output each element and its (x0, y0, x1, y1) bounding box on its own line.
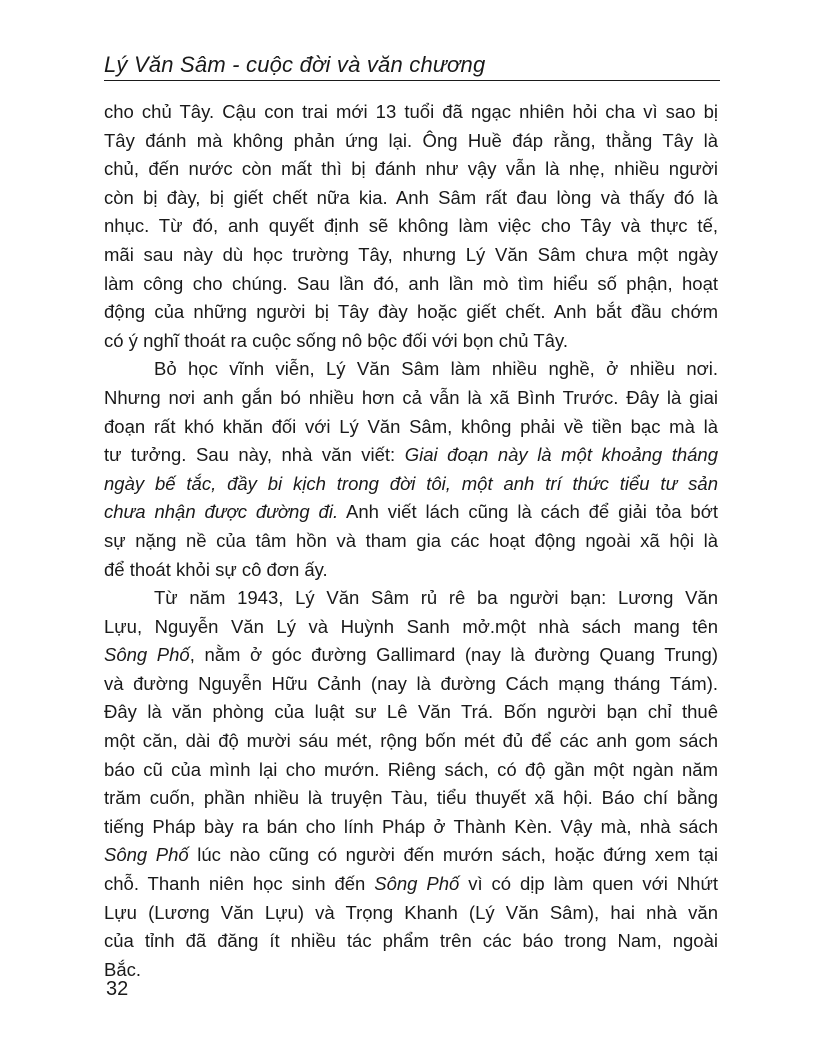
text-segment: để thoát khỏi sự cô đơn ấy. (104, 558, 328, 580)
text-line (104, 355, 718, 384)
text-line (104, 413, 718, 442)
text-segment: Đây là văn phòng của luật sư Lê Văn Trá. Bốn người bạn chỉ thuê (104, 701, 718, 723)
text-line (104, 727, 718, 756)
text-segment: Nhưng nơi anh gắn bó nhiều hơn cả vẫn là xã Bình Trước. Đây là giai (104, 386, 718, 408)
page-number: 32 (106, 978, 129, 1000)
text-line (104, 784, 718, 813)
text-segment: Lựu, Nguyễn Văn Lý và Huỳnh Sanh mở.một nhà sách mang tên (104, 615, 718, 637)
text-line (104, 127, 718, 156)
text-line (104, 327, 718, 356)
text-line (104, 384, 718, 413)
text-segment: tiếng Pháp bày ra bán cho lính Pháp ở Thành Kèn. Vậy mà, nhà sách (104, 815, 718, 837)
text-segment: nhục. Từ đó, anh quyết định sẽ không làm việc cho Tây và thực tế, (104, 215, 718, 237)
text-segment: chủ, đến nước còn mất thì bị đánh như vậy vẫn là nhẹ, nhiều người (104, 158, 718, 180)
text-segment: sự nặng nề của tâm hồn và tham gia các hoạt động ngoài xã hội là (104, 529, 718, 551)
text-segment: động của những người bị Tây đày hoặc giết chết. Anh bắt đầu chớm (104, 301, 718, 323)
text-line (104, 241, 718, 270)
italic-segment: Sông Phố (104, 844, 189, 866)
text-line (104, 613, 718, 642)
italic-segment: Sông Phố (104, 644, 190, 666)
text-line (104, 98, 718, 127)
text-line (104, 270, 718, 299)
text-segment: Từ năm 1943, Lý Văn Sâm rủ rê ba người bạn: Lương Văn (154, 587, 718, 609)
text-line (104, 498, 718, 527)
text-line (104, 556, 718, 585)
text-line (104, 698, 718, 727)
text-line (104, 756, 718, 785)
text-segment: báo cũ của mình lại cho mướn. Riêng sách, có độ gần một ngàn năm (104, 758, 718, 780)
running-header: Lý Văn Sâm - cuộc đời và văn chương (104, 52, 486, 77)
header-rule (104, 80, 720, 81)
text-segment: có ý nghĩ thoát ra cuộc sống nô bộc đối với bọn chủ Tây. (104, 329, 568, 351)
text-line (104, 441, 718, 470)
text-segment: lúc nào cũng có người đến mướn sách, hoặc đứng xem tại (188, 844, 718, 866)
text-segment: của tỉnh đã đăng ít nhiều tác phẩm trên các báo trong Nam, ngoài (104, 930, 718, 952)
text-line (104, 841, 718, 870)
text-segment: vì có dịp làm quen với Nhứt (459, 873, 718, 895)
text-segment: mãi sau này dù học trường Tây, nhưng Lý Văn Sâm chưa một ngày (104, 243, 718, 265)
text-segment: và đường Nguyễn Hữu Cảnh (nay là đường Cách mạng tháng Tám). (104, 672, 718, 694)
text-segment: đoạn rất khó khăn đối với Lý Văn Sâm, không phải về tiền bạc mà là (104, 415, 718, 437)
text-segment: Tây đánh mà không phản ứng lại. Ông Huề đáp rằng, thằng Tây là (104, 129, 718, 151)
text-segment: Anh viết lách cũng là cách để giải tỏa bớt (338, 501, 718, 523)
text-segment: trăm cuốn, phần nhiều là truyện Tàu, tiểu thuyết xã hội. Báo chí bằng (104, 787, 718, 809)
italic-segment: ngày bế tắc, đầy bi kịch trong đời tôi, một anh trí thức tiểu tư sản (104, 472, 718, 494)
text-line (104, 870, 718, 899)
body-text (104, 98, 718, 984)
text-line (104, 298, 718, 327)
text-segment: , nằm ở góc đường Gallimard (nay là đường Quang Trung) (189, 644, 719, 666)
text-line (104, 212, 718, 241)
text-segment: tư tưởng. Sau này, nhà văn viết: (104, 444, 405, 466)
text-segment: chỗ. Thanh niên học sinh đến (104, 873, 375, 895)
text-line (104, 670, 718, 699)
text-line (104, 184, 718, 213)
text-line (104, 956, 718, 985)
text-segment: làm công cho chúng. Sau lần đó, anh lần mò tìm hiểu số phận, hoạt (104, 272, 718, 294)
text-line (104, 813, 718, 842)
italic-segment: chưa nhận được đường đi. (104, 501, 339, 523)
text-segment: Lựu (Lương Văn Lựu) và Trọng Khanh (Lý Văn Sâm), hai nhà văn (104, 901, 718, 923)
text-line (104, 470, 718, 499)
text-segment: Bắc. (104, 958, 142, 980)
text-segment: Bỏ học vĩnh viễn, Lý Văn Sâm làm nhiều nghề, ở nhiều nơi. (154, 358, 718, 380)
text-segment: còn bị đày, bị giết chết nữa kia. Anh Sâm rất đau lòng và thấy đó là (104, 186, 718, 208)
italic-segment: Giai đoạn này là một khoảng tháng (404, 444, 719, 466)
text-segment: một căn, dài độ mười sáu mét, rộng bốn mét đủ để các anh gom sách (104, 730, 718, 752)
text-segment: cho chủ Tây. Cậu con trai mới 13 tuổi đã ngạc nhiên hỏi cha vì sao bị (104, 101, 718, 122)
text-line (104, 155, 718, 184)
text-line (104, 899, 718, 928)
text-line (104, 641, 718, 670)
italic-segment: Sông Phố (374, 873, 460, 895)
text-line (104, 927, 718, 956)
text-line (104, 527, 718, 556)
text-line (104, 584, 718, 613)
